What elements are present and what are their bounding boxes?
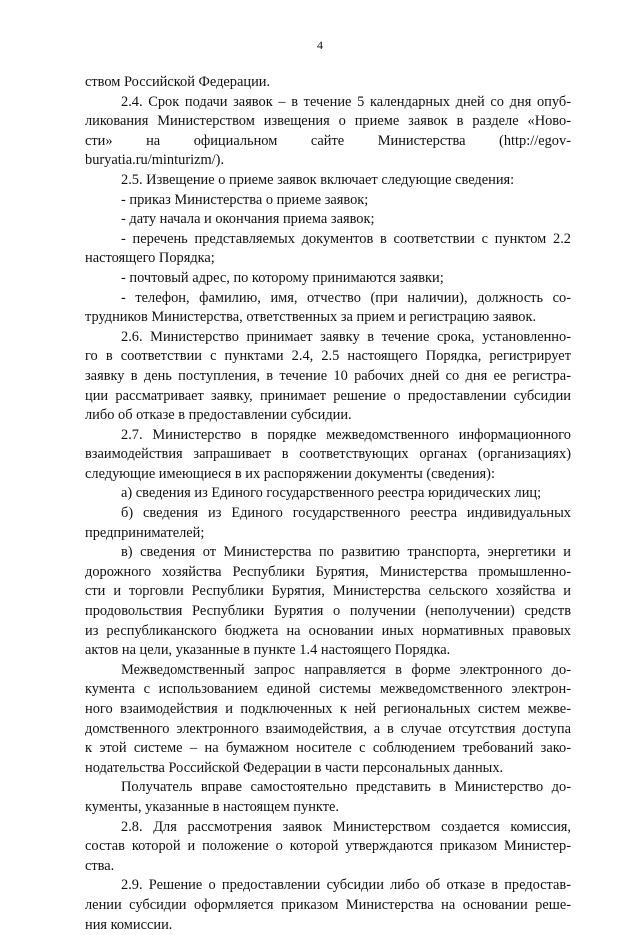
text-line: - перечень представляемых документов в соответствии с пунктом 2.2 <box>121 230 571 247</box>
text-line: ния комиссии. <box>85 916 173 933</box>
text-line: продовольствия Республики Бурятия о получении (неполучении) средств <box>85 603 571 620</box>
text-line: ции рассматривает заявку, принимает решение о предоставлении субсидии <box>85 387 571 404</box>
text-line: 2.4. Срок подачи заявок – в течение 5 календарных дней со дня опуб- <box>121 93 571 110</box>
text-line: к этой системе – на бумажном носителе с соблюдением требований зако- <box>85 740 571 757</box>
text-line: в) сведения от Министерства по развитию транспорта, энергетики и <box>121 544 571 561</box>
text-line: кументы, указанные в настоящем пункте. <box>85 798 339 815</box>
text-line: трудников Министерства, ответственных за прием и регистрацию заявок. <box>85 309 537 326</box>
text-line: домственного электронного взаимодействия, а в случае отсутствия доступа <box>85 720 571 737</box>
page-number: 4 <box>317 38 323 52</box>
text-line: - приказ Министерства о приеме заявок; <box>121 191 369 208</box>
text-line: сти» на официальном сайте Министерства (http://egov- <box>85 132 571 149</box>
text-line: Получатель вправе самостоятельно представить в Министерство до- <box>121 779 571 796</box>
text-line: сти и торговли Республики Бурятия, Министерства сельского хозяйства и <box>85 583 571 600</box>
text-line: либо об отказе в предоставлении субсидии. <box>85 407 352 424</box>
text-line: го в соответствии с пунктами 2.4, 2.5 настоящего Порядка, регистрирует <box>85 348 571 365</box>
text-line: лении субсидии оформляется приказом Министерства на основании реше- <box>85 896 571 913</box>
text-line: ликования Министерством извещения о приеме заявок в разделе «Ново- <box>85 113 571 130</box>
text-line: предпринимателей; <box>85 524 205 541</box>
text-line: 2.5. Извещение о приеме заявок включает следующие сведения: <box>121 171 515 188</box>
text-line: а) сведения из Единого государственного реестра юридических лиц; <box>121 485 542 502</box>
text-line: дорожного хозяйства Республики Бурятия, Министерства промышленно- <box>85 563 571 580</box>
text-line: заявку в день поступления, в течение 10 рабочих дней со дня ее регистра- <box>85 367 571 384</box>
text-line: - дату начала и окончания приема заявок; <box>121 211 375 228</box>
text-line: buryatia.ru/minturizm/). <box>85 152 225 169</box>
text-line: состав которой и положение о которой утверждаются приказом Министер- <box>85 838 571 855</box>
text-line: 2.8. Для рассмотрения заявок Министерством создается комиссия, <box>121 818 571 835</box>
text-line: б) сведения из Единого государственного реестра индивидуальных <box>121 505 571 522</box>
text-line: - телефон, фамилию, имя, отчество (при наличии), должность со- <box>121 289 571 306</box>
text-line: ства. <box>85 857 115 874</box>
text-line: 2.6. Министерство принимает заявку в течение срока, установленно- <box>121 328 571 345</box>
text-line: 2.7. Министерство в порядке межведомственного информационного <box>121 426 571 443</box>
text-line: следующие имеющиеся в их распоряжении документы (сведения): <box>85 465 495 482</box>
text-line: ством Российской Федерации. <box>85 74 271 90</box>
document-body <box>85 73 571 935</box>
text-line: взаимодействия запрашивает в соответствующих органах (организациях) <box>85 446 571 463</box>
text-line: ного взаимодействия и подключенных к ней региональных систем межве- <box>85 701 571 717</box>
text-line: Межведомственный запрос направляется в форме электронного до- <box>121 661 571 678</box>
text-line: актов на цели, указанные в пункте 1.4 настоящего Порядка. <box>85 642 451 659</box>
text-line: 2.9. Решение о предоставлении субсидии либо об отказе в предостав- <box>121 877 571 894</box>
text-line: из республиканского бюджета на основании иных нормативных правовых <box>85 622 571 639</box>
text-line: кумента с использованием единой системы межведомственного электрон- <box>85 681 571 698</box>
text-line: настоящего Порядка; <box>85 250 215 267</box>
text-line: - почтовый адрес, по которому принимаются заявки; <box>121 269 444 286</box>
text-line: нодательства Российской Федерации в части персональных данных. <box>85 759 504 776</box>
